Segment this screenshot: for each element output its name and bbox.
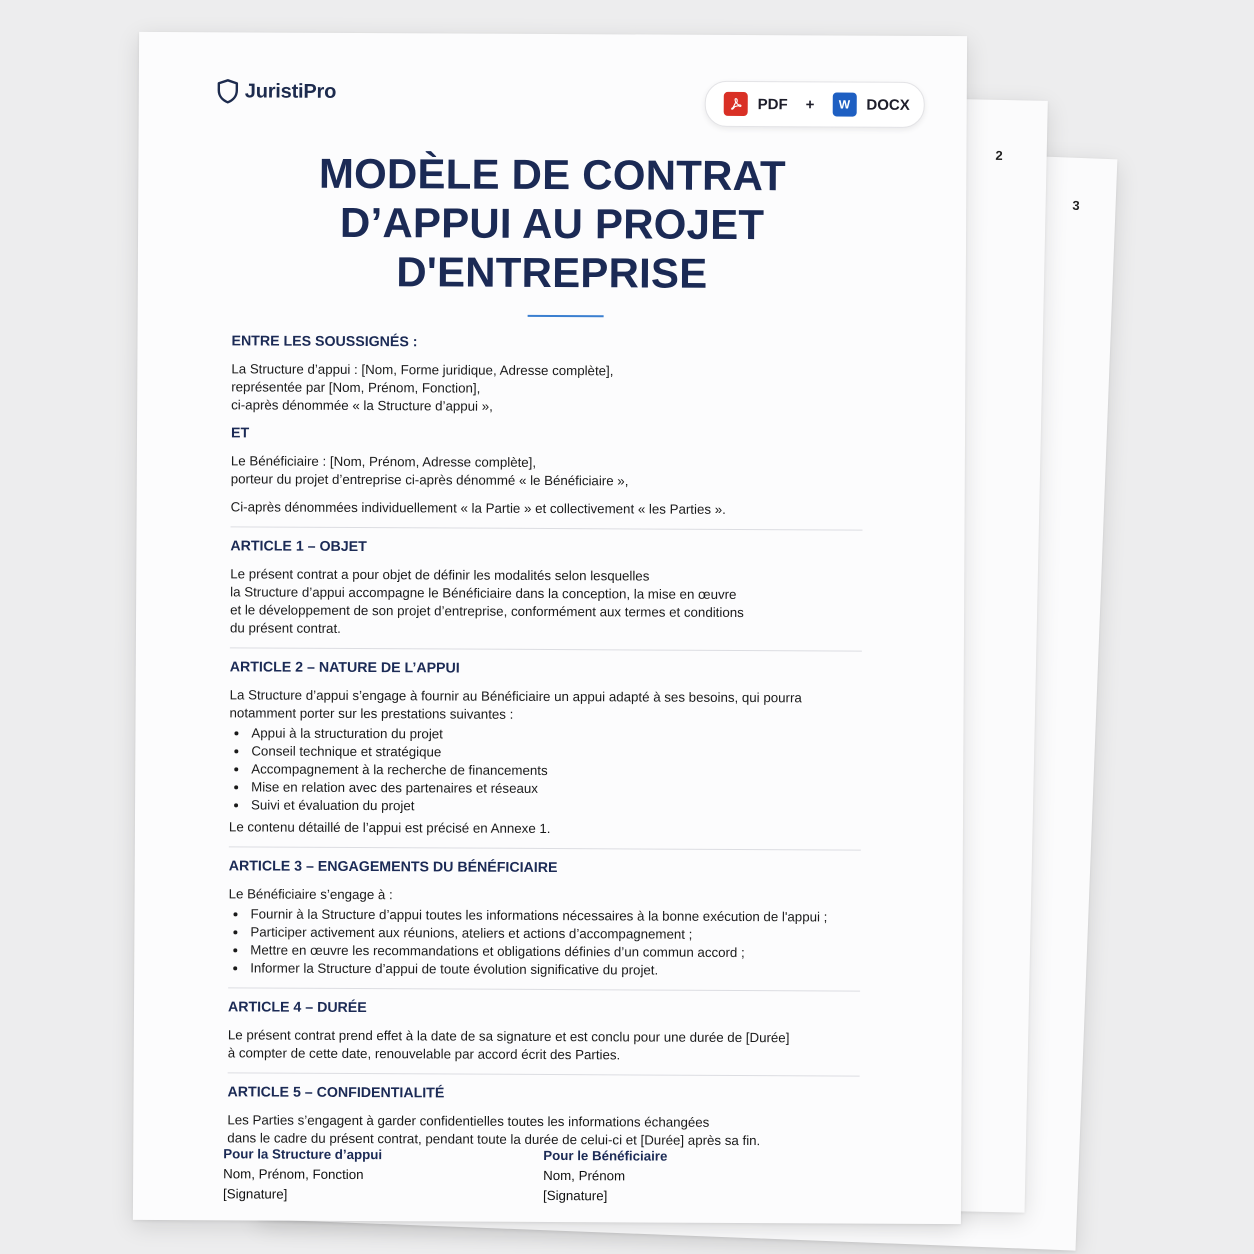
contract-body bbox=[227, 332, 863, 1150]
brand-name: JuristiPro bbox=[244, 79, 337, 103]
article4-heading: ARTICLE 4 – DURÉE bbox=[227, 999, 367, 1017]
list-item: • Mise en relation avec des partenaires et réseaux bbox=[249, 778, 861, 799]
plus-sign: + bbox=[805, 95, 815, 113]
divider bbox=[228, 987, 860, 991]
pdf-label: PDF bbox=[757, 95, 788, 113]
docx-label: DOCX bbox=[866, 96, 910, 114]
article5-heading: ARTICLE 5 – CONFIDENTIALITÉ bbox=[227, 1084, 445, 1102]
list-item: • Participer activement aux réunions, ateliers et actions d’accompagnement ; bbox=[248, 923, 860, 944]
divider bbox=[230, 647, 862, 651]
list-item: • Fournir à la Structure d’appui toutes les informations nécessaires à la bonne exécution de l'appui ; bbox=[248, 905, 860, 926]
format-badge bbox=[705, 81, 925, 128]
structure-block: La Structure d’appui : [Nom, Forme juridique, Adresse complète], représentée par [Nom, Prénom, Fonction], ci-après dénommée « la Structure d’appui », bbox=[231, 361, 614, 414]
signature-beneficiary: Pour le Bénéficiaire Nom, Prénom [Signature] bbox=[542, 1147, 668, 1204]
collective-designation: Ci-après dénommées individuellement « la Partie » et collectivement « les Parties ». bbox=[230, 499, 726, 517]
beneficiary-block: Le Bénéficiaire : [Nom, Prénom, Adresse complète], porteur du projet d’entreprise ci-après dénommé « le Bénéficiaire », bbox=[230, 453, 629, 489]
and-label: ET bbox=[230, 425, 250, 442]
signature-block bbox=[223, 1144, 863, 1207]
list-item: • Mettre en œuvre les recommandations et obligations définies d’un commun accord ; bbox=[248, 941, 860, 962]
list-item: • Informer la Structure d’appui de toute évolution significative du projet. bbox=[248, 959, 860, 980]
article2-text: La Structure d’appui s’engage à fournir au Bénéficiaire un appui adapté à ses besoins, qui pourra notamment porter sur les prestations suivantes : • Appui à la structuration du projet • Conseil technique et stratégique • Accompagnement à la recherche de financements • Mise en relation avec des partenaires et réseaux • Suivi et évaluation du projet Le contenu détaillé de l’appui est précisé en Annexe 1. bbox=[229, 686, 862, 839]
page-number: 2 bbox=[995, 147, 1003, 163]
article1-text: Le présent contrat a pour objet de définir les modalités selon lesquelles la Structure d’appui accompagne le Bénéficiaire dans la conception, la mise en œuvre et le développement de son projet d’entreprise, conformément aux termes et conditions du présent contrat. bbox=[229, 566, 744, 636]
page-sheet-1 bbox=[133, 32, 967, 1224]
page-number: 3 bbox=[1072, 197, 1080, 213]
article3-text: Le Bénéficiaire s’engage à : • Fournir à la Structure d’appui toutes les informations nécessaires à la bonne exécution de l'appui ; • Participer activement aux réunions, ateliers et actions d’accompagnement ; • Mettre en œuvre les recommandations et obligations définies d’un commun accord ; • Informer la Structure d’appui de toute évolution significative du projet. bbox=[228, 885, 860, 980]
article4-text: Le présent contrat prend effet à la date de sa signature et est conclu pour une durée de [Durée] à compter de cette date, renouvelable par accord écrit des Parties. bbox=[227, 1027, 790, 1063]
list-item: • Suivi et évaluation du projet bbox=[249, 796, 861, 817]
shield-icon bbox=[217, 78, 239, 104]
article3-list bbox=[228, 905, 860, 980]
word-icon: W bbox=[832, 92, 856, 116]
divider bbox=[231, 526, 863, 530]
signature-structure: Pour la Structure d’appui Nom, Prénom, Fonction [Signature] bbox=[222, 1146, 383, 1202]
pdf-icon bbox=[724, 92, 748, 116]
article2-list bbox=[229, 724, 861, 817]
article5-text: Les Parties s’engagent à garder confidentielles toutes les informations échangées dans le cadre du présent contrat, pendant toute la durée de celui-ci et [Durée] après sa fin. bbox=[227, 1112, 761, 1149]
article3-heading: ARTICLE 3 – ENGAGEMENTS DU BÉNÉFICIAIRE bbox=[228, 858, 558, 877]
document-title: MODÈLE DE CONTRAT D’APPUI AU PROJET D'ENTREPRISE bbox=[318, 149, 786, 297]
title-underline bbox=[528, 315, 604, 317]
divider bbox=[229, 846, 861, 850]
brand-logo bbox=[217, 78, 337, 105]
divider bbox=[228, 1072, 860, 1076]
article2-heading: ARTICLE 2 – NATURE DE L’APPUI bbox=[229, 659, 460, 677]
list-item: • Accompagnement à la recherche de financements bbox=[249, 760, 861, 781]
article1-heading: ARTICLE 1 – OBJET bbox=[230, 538, 367, 556]
parties-heading: ENTRE LES SOUSSIGNÉS : bbox=[231, 333, 418, 351]
list-item: • Appui à la structuration du projet bbox=[249, 724, 861, 745]
list-item: • Conseil technique et stratégique bbox=[249, 742, 861, 763]
